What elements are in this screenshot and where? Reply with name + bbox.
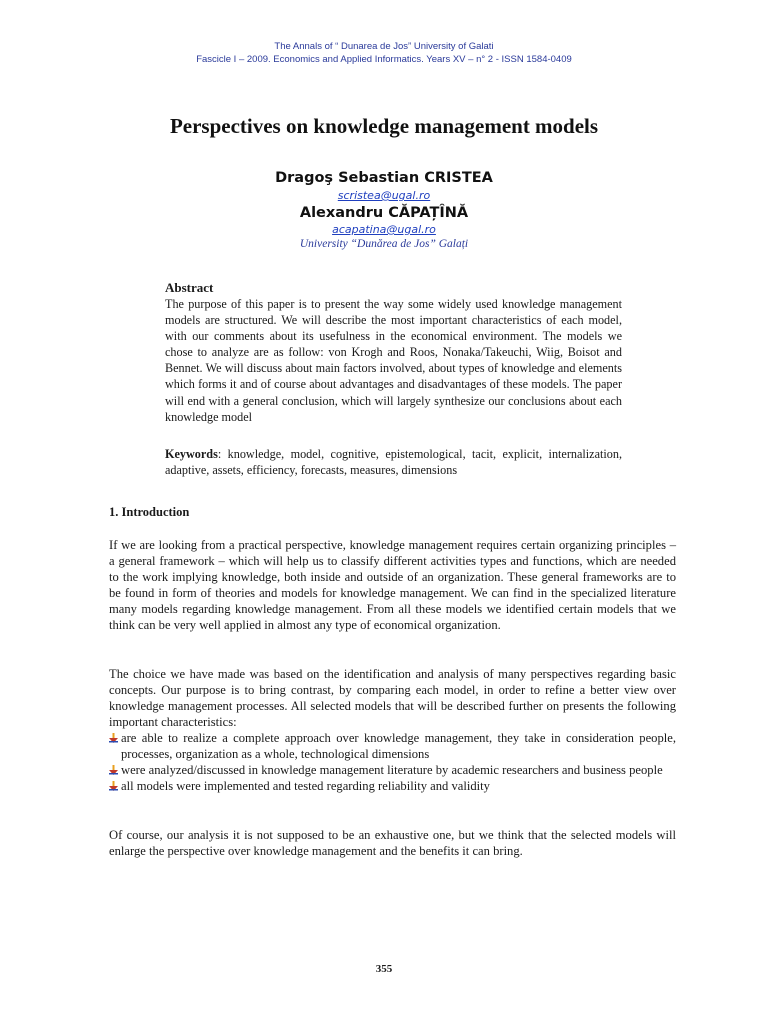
bullet-text: were analyzed/discussed in knowledge management literature by academic researchers and business people: [121, 763, 663, 778]
bullet-list: [109, 730, 676, 794]
author-affiliation: University “Dunărea de Jos” Galați: [299, 238, 469, 250]
paper-title: Perspectives on knowledge management models: [169, 114, 599, 138]
author-email-2[interactable]: acapatina@ugal.ro: [332, 223, 436, 236]
paragraph-1: If we are looking from a practical perspective, knowledge management requires certain organizing principles – a general framework – which will help us to classify different activities types and functions, which are needed to the work implying knowledge, both inside and outside of an organization. These general frameworks are to be found in form of theories and models for knowledge management. We can find in the specialized literature many models regarding knowledge management. From all these models we identified certain models that we think can be very well applied in almost any type of economical organization.: [109, 538, 676, 633]
paragraph-3: Of course, our analysis it is not supposed to be an exhaustive one, but we think that the selected models will enlarge the perspective over knowledge management and the benefits it can bring.: [109, 828, 676, 859]
author-email-1[interactable]: scristea@ugal.ro: [337, 189, 431, 202]
arrow-bullet-icon: [109, 765, 118, 775]
page-number: 355: [375, 963, 393, 975]
bullet-text: are able to realize a complete approach over knowledge management, they take in consideration people, processes, organization as a whole, technological dimensions: [121, 731, 676, 762]
arrow-bullet-icon: [109, 733, 118, 743]
paragraph-2: The choice we have made was based on the identification and analysis of many perspectives regarding basic concepts. Our purpose is to bring contrast, by comparing each model, in order to refine a better view over knowledge management processes. All selected models that will be described further on presents the following important characteristics:: [109, 667, 676, 730]
arrow-bullet-icon: [109, 781, 118, 791]
keywords-label: Keywords: [165, 447, 218, 461]
header-line-1: The Annals of “ Dunarea de Jos” University of Galati: [274, 41, 494, 52]
running-header: [0, 40, 768, 66]
bullet-text: all models were implemented and tested regarding reliability and validity: [121, 779, 490, 794]
header-line-2: Fascicle I – 2009. Economics and Applied Informatics. Years XV – n° 2 - ISSN 1584-0409: [196, 54, 572, 65]
author-name-2: Alexandru CĂPAȚÎNĂ: [299, 205, 469, 221]
abstract-text: The purpose of this paper is to present the way some widely used knowledge management models are structured. We will describe the most important characteristics of each model, with our comments about its usefulness in the economical environment. The models we chose to analyze are as follow: von Krogh and Roos, Nonaka/Takeuchi, Wiig, Boisot and Bennet. We will discuss about main factors involved, about types of knowledge and elements which forms it and of course about advantages and disadvantages of these models. The paper will end with a general conclusion, which will largely synthesize our conclusions about each knowledge model: [165, 297, 622, 424]
section-heading: 1. Introduction: [109, 505, 190, 519]
keywords: [165, 446, 622, 478]
abstract-heading: Abstract: [165, 280, 214, 295]
bullet-item: [109, 762, 676, 778]
bullet-item: [109, 730, 676, 762]
bullet-item: [109, 778, 676, 794]
keywords-text: : knowledge, model, cognitive, epistemological, tacit, explicit, internalization, adaptive, assets, efficiency, forecasts, measures, dimensions: [165, 447, 622, 478]
author-name-1: Dragoş Sebastian CRISTEA: [275, 170, 493, 186]
